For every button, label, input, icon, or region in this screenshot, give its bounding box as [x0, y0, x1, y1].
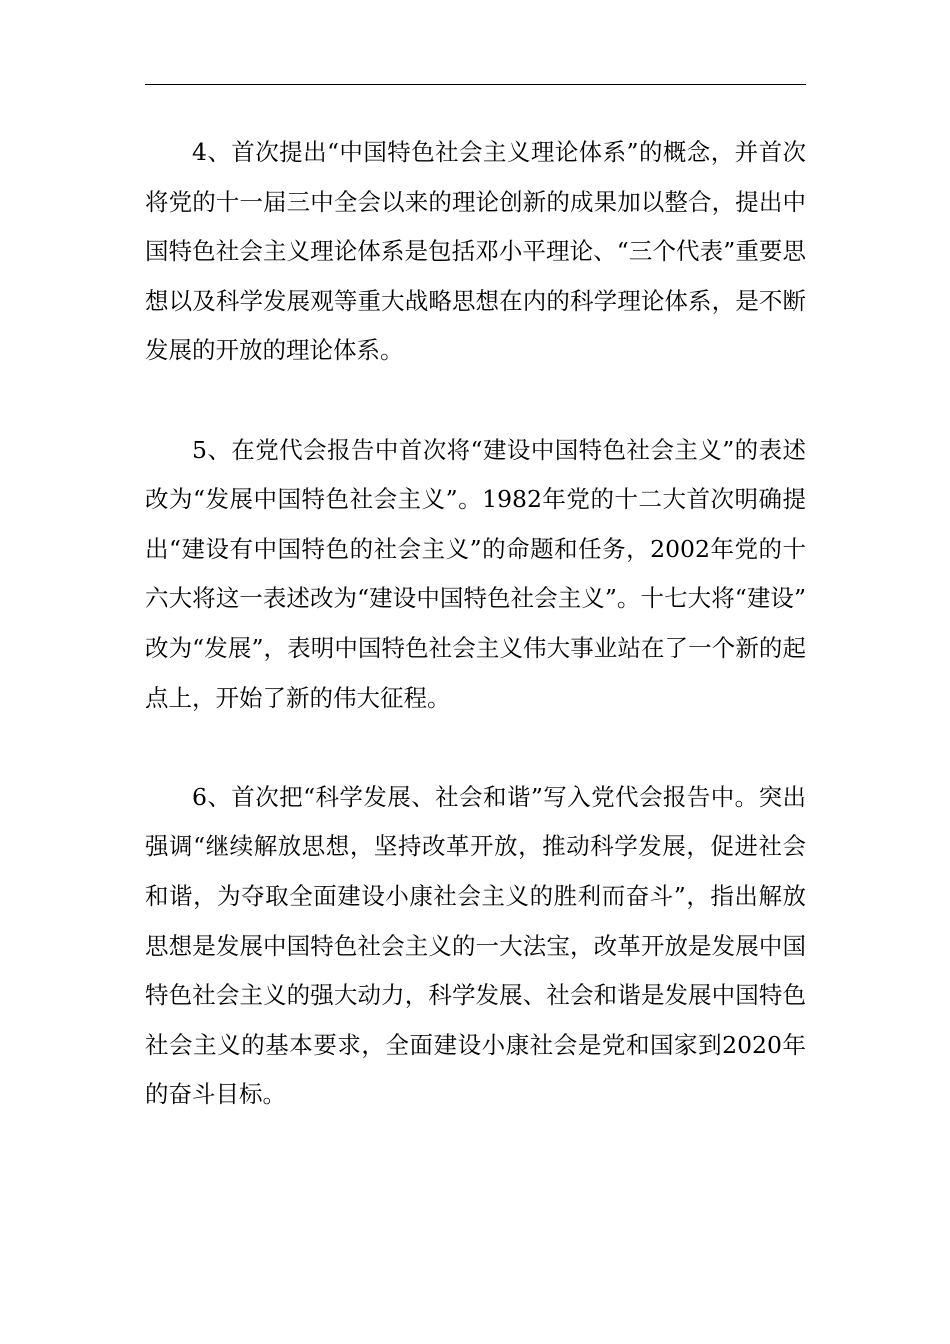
document-body — [145, 128, 806, 1120]
paragraph-6: 6、首次把“科学发展、社会和谐”写入党代会报告中。突出强调“继续解放思想，坚持改革开放，推动科学发展，促进社会和谐，为夺取全面建设小康社会主义的胜利而奋斗”，指出解放思想是发展中国特色社会主义的一大法宝，改革开放是发展中国特色社会主义的强大动力，科学发展、社会和谐是发展中国特色社会主义的基本要求，全面建设小康社会是党和国家到2020年的奋斗目标。 — [145, 782, 806, 1109]
paragraph-5: 5、在党代会报告中首次将“建设中国特色社会主义”的表述改为“发展中国特色社会主义”。1982年党的十二大首次明确提出“建设有中国特色的社会主义”的命题和任务，2002年党的十六大将这一表述改为“建设中国特色社会主义”。十七大将“建设”改为“发展”，表明中国特色社会主义伟大事业站在了一个新的起点上，开始了新的伟大征程。 — [145, 435, 806, 712]
paragraph-spacer — [145, 723, 806, 773]
paragraph-4: 4、首次提出“中国特色社会主义理论体系”的概念，并首次将党的十一届三中全会以来的理论创新的成果加以整合，提出中国特色社会主义理论体系是包括邓小平理论、“三个代表”重要思想以及科学发展观等重大战略思想在内的科学理论体系，是不断发展的开放的理论体系。 — [145, 138, 806, 365]
paragraph-spacer — [145, 376, 806, 426]
header-rule — [145, 84, 806, 85]
